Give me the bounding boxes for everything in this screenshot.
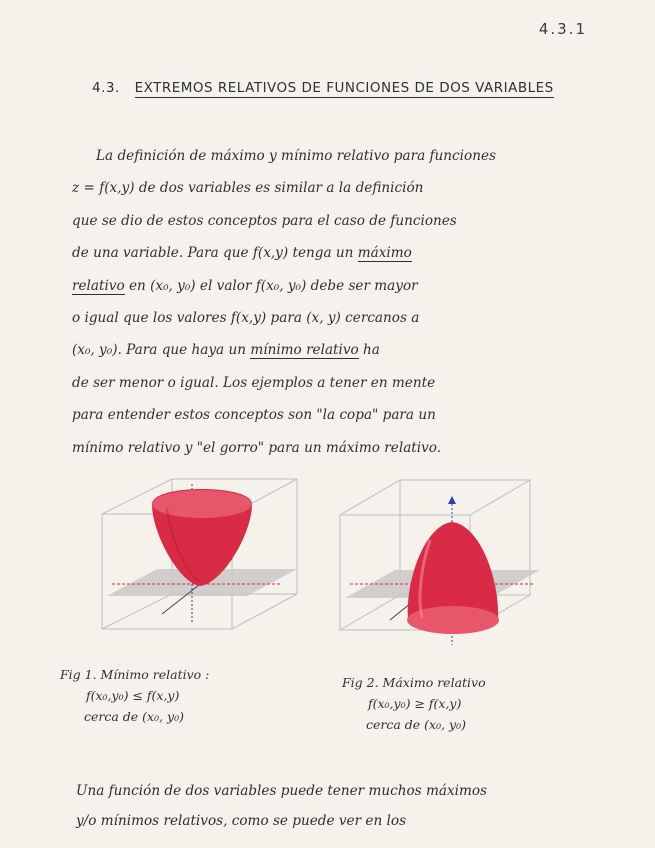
body-line: y/o mínimos relativos, como se puede ver en los <box>76 813 407 829</box>
caption-condition: cerca de (x₀, y₀) <box>84 709 185 724</box>
body-line: que se dio de estos conceptos para el caso de funciones <box>72 212 457 229</box>
caption-title: Fig 1. Mínimo relativo : <box>60 667 210 682</box>
figure1-caption <box>60 664 209 727</box>
body-text-segment: (x₀, y₀). Para que haya un <box>72 342 251 359</box>
closing-paragraph <box>76 776 596 836</box>
z-axis-arrow <box>448 496 456 504</box>
body-line: de ser menor o igual. Los ejemplos a tener en mente <box>72 374 436 391</box>
body-text-segment: en (x₀, y₀) el valor f(x₀, y₀) debe ser mayor <box>124 277 418 294</box>
body-paragraph <box>72 140 602 464</box>
body-line <box>72 270 602 302</box>
figure-maximum-cap <box>330 470 560 665</box>
body-line: para entender estos conceptos son "la copa" para un <box>72 407 436 424</box>
caption-formula: f(x₀,y₀) ≤ f(x,y) <box>86 688 180 703</box>
section-title: EXTREMOS RELATIVOS DE FUNCIONES DE DOS VARIABLES <box>134 80 554 96</box>
body-line <box>72 237 602 269</box>
body-line: La definición de máximo y mínimo relativo para funciones <box>96 148 496 164</box>
body-line: o igual que los valores f(x,y) para (x, y) cercanos a <box>72 310 420 327</box>
cup-surface-plot <box>82 464 312 659</box>
caption-title: Fig 2. Máximo relativo <box>342 675 486 690</box>
caption-formula: f(x₀,y₀) ≥ f(x,y) <box>368 696 462 711</box>
figure-minimum-cup <box>82 464 312 659</box>
section-heading <box>92 80 592 96</box>
underlined-term-relativo: relativo <box>72 277 125 294</box>
figure2-caption <box>342 672 486 735</box>
underlined-term-minimo-relativo: mínimo relativo <box>250 342 359 359</box>
body-text-segment: ha <box>358 342 380 359</box>
cap-surface-plot <box>330 470 560 665</box>
body-line: z = f(x,y) de dos variables es similar a la definición <box>72 180 424 197</box>
body-line <box>72 334 602 366</box>
body-text-segment: de una variable. Para que f(x,y) tenga un <box>72 245 358 262</box>
body-line: mínimo relativo y "el gorro" para un máximo relativo. <box>72 439 442 456</box>
underlined-term-maximo: máximo <box>357 245 412 262</box>
caption-condition: cerca de (x₀, y₀) <box>366 717 467 732</box>
section-number: 4.3. <box>92 80 120 96</box>
page-number: 4.3.1 <box>538 20 587 38</box>
body-line: Una función de dos variables puede tener muchos máximos <box>76 783 488 799</box>
